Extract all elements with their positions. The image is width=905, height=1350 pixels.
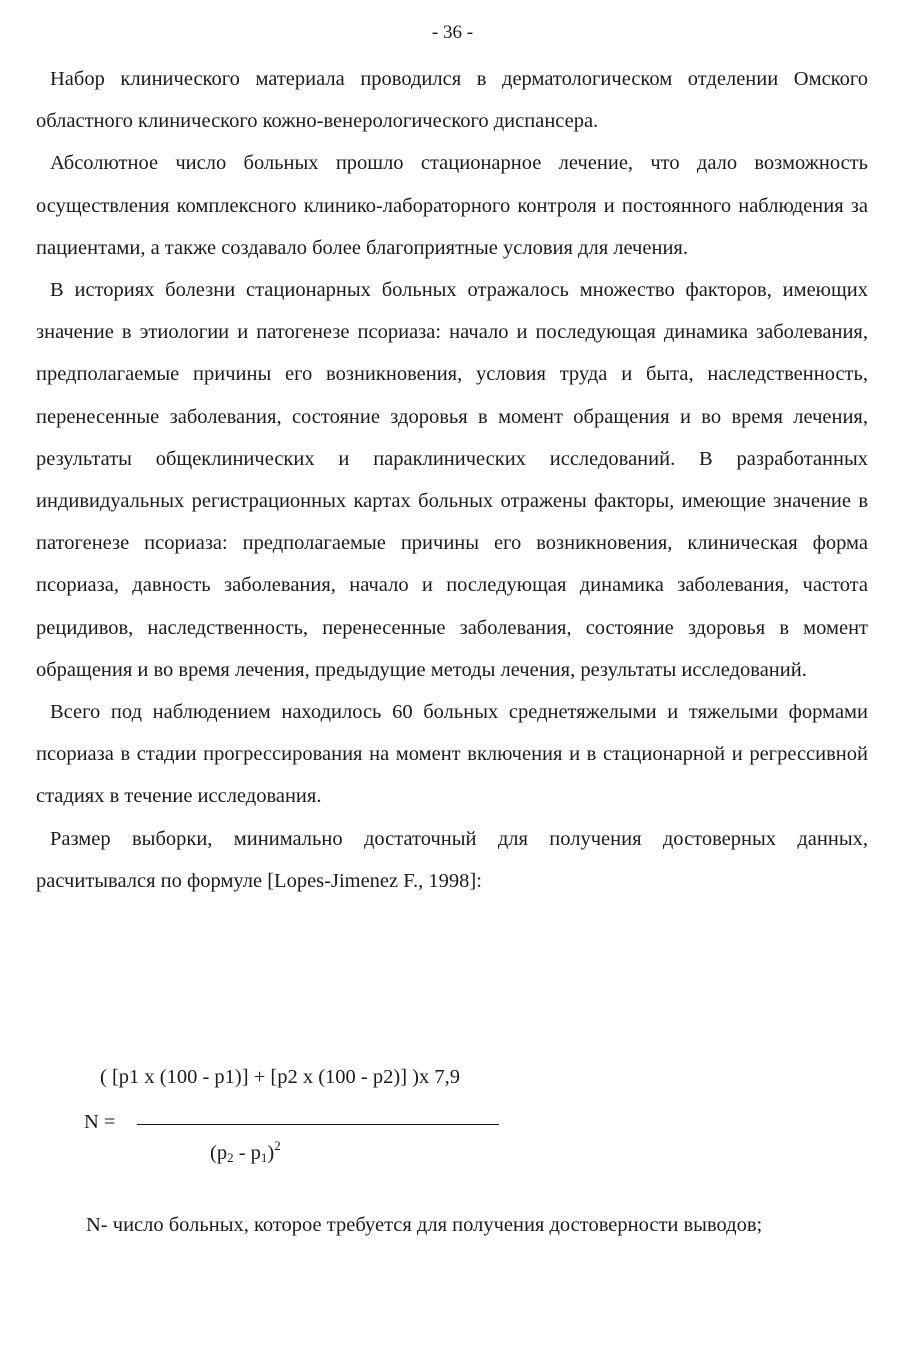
paragraph-n-definition: N- число больных, которое требуется для получения достоверности выводов; [86, 1214, 763, 1236]
document-body [36, 58, 868, 902]
paragraph-case-histories: В историях болезни стационарных больных отражалось множество факторов, имеющих значение в этиологии и патогенезе псориаза: начало и последующая динамика заболевания, предполагаемые причины его возникновения, условия труда и быта, наследственность, перенесенные заболевания, состояние здоровья в момент обращения и во время лечения, результаты общеклинических и параклинических исследований. В разработанных индивидуальных регистрационных картах больных отражены факторы, имеющие значение в патогенезе псориаза: предполагаемые причины его возникновения, клиническая форма псориаза, давность заболевания, начало и последующая динамика заболевания, частота рецидивов, наследственность, перенесенные заболевания, состояние здоровья в момент обращения и во время лечения, предыдущие методы лечения, результаты исследований. [36, 279, 868, 681]
fraction-bar [137, 1124, 499, 1125]
formula-lhs: N = [84, 1111, 116, 1133]
paragraph-material: Набор клинического материала проводился в дерматологическом отделении Омского областного клинического кожно-венерологического диспансера. [36, 68, 868, 133]
formula-numerator: ( [p1 x (100 - p1)] + [p2 x (100 - p2)] )x 7,9 [100, 1066, 460, 1088]
denominator-sub-p2: 2 [227, 1150, 234, 1165]
denominator-minus: - p [233, 1142, 261, 1164]
page-number: - 36 - [431, 22, 474, 43]
sample-size-formula [80, 1066, 600, 1176]
denominator-open: (p [210, 1142, 228, 1164]
denominator-sub-p1: 1 [260, 1150, 268, 1165]
paragraph-sample: Всего под наблюдением находилось 60 больных среднетяжелыми и тяжелыми формами псориаза в стадии прогрессирования на момент включения и в стационарной и регрессивной стадиях в течение исследования. [36, 701, 868, 808]
denominator-close: ) [267, 1142, 275, 1164]
document-body-continued [36, 1203, 868, 1247]
formula-denominator [210, 1138, 281, 1166]
paragraph-inpatient: Абсолютное число больных прошло стационарное лечение, что дало возможность осуществления комплексного клинико-лабораторного контроля и постоянного наблюдения за пациентами, а также создавало более благоприятные условия для лечения. [36, 152, 868, 259]
paragraph-sample-size: Размер выборки, минимально достаточный для получения достоверных данных, расчитывался по формуле [Lopes-Jimenez F., 1998]: [36, 827, 868, 892]
denominator-exponent: 2 [274, 1138, 281, 1153]
